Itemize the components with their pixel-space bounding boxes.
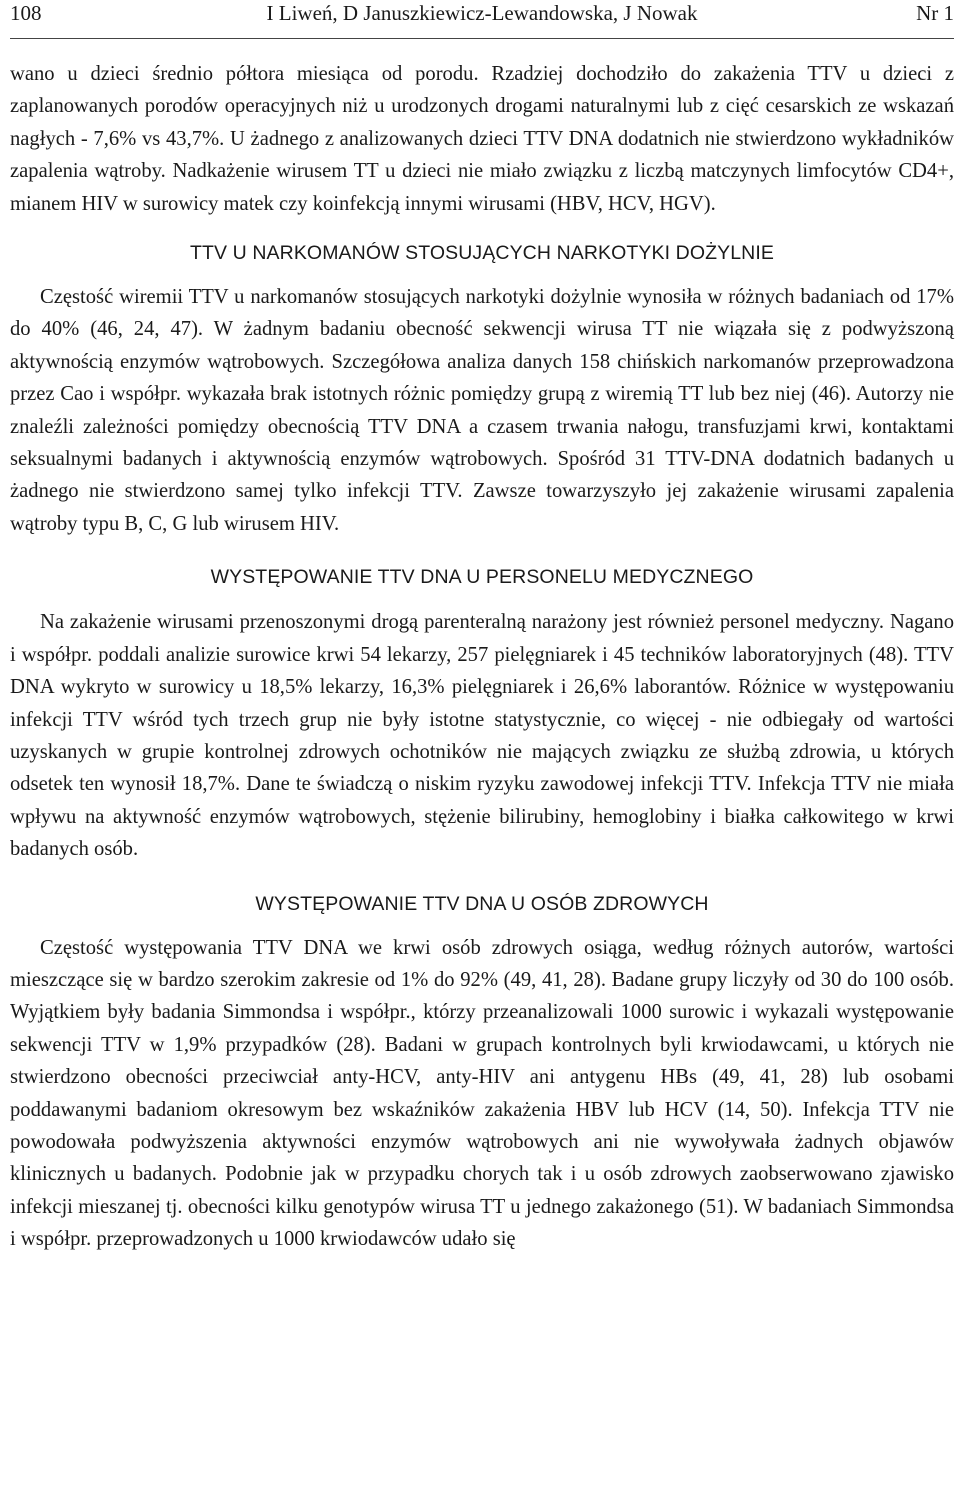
running-head-authors: I Liweń, D Januszkiewicz-Lewandowska, J Nowak: [266, 1, 698, 25]
section-heading-zdrowi: WYSTĘPOWANIE TTV DNA U OSÓB ZDROWYCH: [255, 892, 709, 915]
narkomani-paragraph: Częstość wiremii TTV u narkomanów stosujących narkotyki dożylnie wynosiła w różnych badaniach od 17% do 40% (46, 24, 47). W żadnym badaniu obecność sekwencji wirusa TT nie wiązała się z podwyższoną aktywnością enzymów wątrobowych. Szczegółowa analiza danych 158 chińskich narkomanów przeprowadzona przez Cao i współpr. wykazała brak istotnych różnic pomiędzy grupą z wiremią TT lub bez niej (46). Autorzy nie znaleźli zależności pomiędzy obecnością TTV DNA a czasem trwania nałogu, transfuzjami krwi, kontaktami seksualnymi badanych i aktywnością enzymów wątrobowych. Spośród 31 TTV-DNA dodatnich badanych u żadnego nie stwierdzono samej tylko infekcji TTV. Zawsze towarzyszyło jej zakażenie wirusami zapalenia wątroby typu B, C, G lub wirusem HIV.: [10, 286, 954, 535]
personel-paragraph: Na zakażenie wirusami przenoszonymi drogą parenteralną narażony jest również personel medyczny. Nagano i współpr. poddali analizie surowice krwi 54 lekarzy, 257 pielęgniarek i 45 techników laboratoryjnych (48). TTV DNA wykryto w surowicy u 18,5% lekarzy, 16,3% pielęgniarek i 26,6% laborantów. Różnice w występowaniu infekcji TTV wśród tych trzech grup nie były istotne statystycznie, co więcej - nie odbiegały od wartości uzyskanych w grupie kontrolnej zdrowych ochotników nie mających związku ze służbą zdrowia, u których odsetek ten wynosił 18,7%. Dane te świadczą o niskim ryzyku zawodowej infekcji TTV. Infekcja TTV nie miała wpływu na aktywność enzymów wątrobowych, stężenie bilirubiny, hemoglobiny i białka całkowitego w krwi badanych osób.: [10, 611, 954, 861]
intro-paragraph: wano u dzieci średnio półtora miesiąca od porodu. Rzadziej dochodziło do zakażenia TTV u dzieci z zaplanowanych porodów operacyjnych niż u urodzonych drogami naturalnymi lub z cięć cesarskich ze wskazań nagłych - 7,6% vs 43,7%. U żadnego z analizowanych dzieci TTV DNA dodatnich nie stwierdzono wykładników zapalenia wątroby. Nadkażenie wirusem TT u dzieci nie miało związku z liczbą matczynych limfocytów CD4+, mianem HIV w surowicy matek czy koinfekcją innymi wirusami (HBV, HCV, HGV).: [10, 63, 954, 215]
issue-number: Nr 1: [916, 1, 954, 25]
section-heading-personel: WYSTĘPOWANIE TTV DNA U PERSONELU MEDYCZNEGO: [210, 566, 754, 589]
section-heading-narkomani: TTV U NARKOMANÓW STOSUJĄCYCH NARKOTYKI DOŻYLNIE: [190, 242, 774, 265]
header-rule: [10, 38, 954, 39]
page: [10, 0, 954, 1251]
zdrowi-paragraph: Częstość występowania TTV DNA we krwi osób zdrowych osiąga, według różnych autorów, wartości mieszczące się w bardzo szerokim zakresie od 1% do 92% (49, 41, 28). Badane grupy liczyły od 30 do 100 osób. Wyjątkiem były badania Simmondsa i współpr., którzy przeanalizowali 1000 surowic i wykazali występowanie sekwencji TTV w 1,9% przypadków (28). Badani w grupach kontrolnych byli krwiodawcami, u których nie stwierdzono obecności przeciwciał anty-HCV, anty-HIV ani antygenu HBs (49, 41, 28) lub osobami poddawanymi badaniom okresowym bez wskaźników zakażenia HBV lub HCV (14, 50). Infekcja TTV nie powodowała podwyższenia aktywności enzymów wątrobowych ani nie wywoływała żadnych objawów klinicznych u badanych. Podobnie jak w przypadku chorych tak i u osób zdrowych zaobserwowano zjawisko infekcji mieszanej tj. obecności kilku genotypów wirusa TT u jednego zakażonego (51). W badaniach Simmondsa i współpr. przeprowadzonych u 1000 krwiodawców udało się: [10, 936, 954, 1251]
running-head: [10, 0, 954, 30]
article-body: [10, 58, 954, 1256]
page-number: 108: [10, 1, 42, 25]
